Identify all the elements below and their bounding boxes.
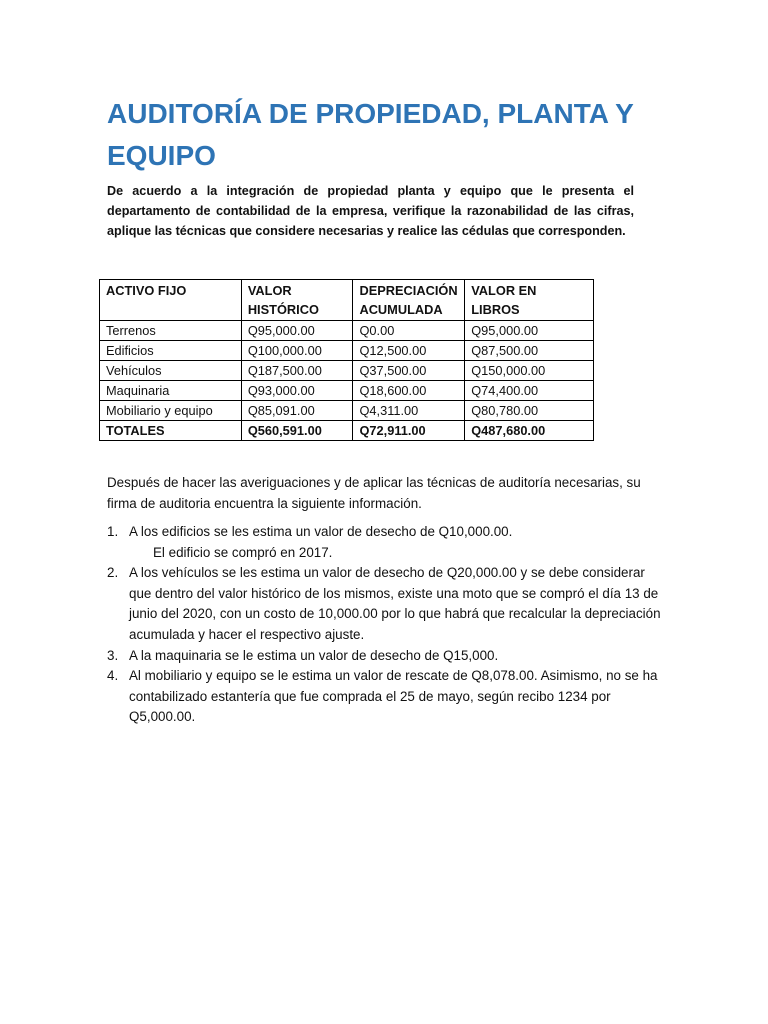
- table-header-row: [100, 280, 594, 321]
- list-item: [107, 522, 667, 563]
- cell-depreciation: Q37,500.00: [353, 361, 465, 381]
- findings-list: [107, 522, 667, 728]
- totals-label: TOTALES: [100, 421, 242, 441]
- fixed-assets-table: [99, 279, 594, 441]
- header-depreciacion-acumulada: DEPRECIACIÓN ACUMULADA: [353, 280, 465, 321]
- list-item-number: 2.: [107, 565, 119, 581]
- cell-historic-value: Q85,091.00: [241, 401, 353, 421]
- intro-paragraph: De acuerdo a la integración de propiedad planta y equipo que le presenta el departamento de contabilidad de la empresa, verifique la razonabilidad de las cifras, aplique las técnicas que considere necesarias y realice las cédulas que corresponden.: [107, 184, 634, 238]
- list-item-number: 4.: [107, 668, 119, 684]
- table-totals-row: [100, 421, 594, 441]
- cell-historic-value: Q100,000.00: [241, 341, 353, 361]
- cell-depreciation: Q4,311.00: [353, 401, 465, 421]
- list-item-text: A los edificios se les estima un valor de desecho de Q10,000.00.: [129, 524, 513, 539]
- cell-book-value: Q150,000.00: [465, 361, 594, 381]
- header-valor-historico: VALOR HISTÓRICO: [241, 280, 353, 321]
- list-item: [107, 646, 667, 667]
- cell-asset: Vehículos: [100, 361, 242, 381]
- cell-book-value: Q80,780.00: [465, 401, 594, 421]
- list-item-number: 3.: [107, 647, 119, 663]
- header-activo-fijo: ACTIVO FIJO: [100, 280, 242, 321]
- list-item-text: A la maquinaria se le estima un valor de desecho de Q15,000.: [129, 647, 499, 663]
- table-row: [100, 401, 594, 421]
- list-item-number: 1.: [107, 524, 119, 539]
- table-row: [100, 341, 594, 361]
- table-row: [100, 381, 594, 401]
- document-title: AUDITORÍA DE PROPIEDAD, PLANTA Y EQUIPO: [107, 98, 634, 171]
- table-row: [100, 361, 594, 381]
- list-item: [107, 666, 667, 728]
- list-item: [107, 563, 667, 645]
- cell-depreciation: Q0.00: [353, 321, 465, 341]
- cell-asset: Mobiliario y equipo: [100, 401, 242, 421]
- list-item-text: A los vehículos se les estima un valor de desecho de Q20,000.00 y se debe considerar que dentro del valor histórico de los mismos, existe una moto que se compró el día 13 de junio del 2020, con un costo de 10,000.00 por lo que habrá que recalcular la depreciación acumulada y hacer el respectivo ajuste.: [129, 565, 661, 642]
- cell-book-value: Q87,500.00: [465, 341, 594, 361]
- total-depreciation: Q72,911.00: [353, 421, 465, 441]
- total-historic-value: Q560,591.00: [241, 421, 353, 441]
- table-row: [100, 321, 594, 341]
- header-valor-en-libros: VALOR EN LIBROS: [465, 280, 594, 321]
- list-item-subline: El edificio se compró en 2017.: [153, 544, 333, 560]
- cell-historic-value: Q95,000.00: [241, 321, 353, 341]
- total-book-value: Q487,680.00: [465, 421, 594, 441]
- list-item-text: Al mobiliario y equipo se le estima un valor de rescate de Q8,078.00. Asimismo, no se ha contabilizado estantería que fue comprada el 25 de mayo, según recibo 1234 por Q5,000.00.: [129, 668, 658, 725]
- cell-depreciation: Q18,600.00: [353, 381, 465, 401]
- cell-book-value: Q95,000.00: [465, 321, 594, 341]
- cell-depreciation: Q12,500.00: [353, 341, 465, 361]
- cell-asset: Terrenos: [100, 321, 242, 341]
- cell-book-value: Q74,400.00: [465, 381, 594, 401]
- cell-asset: Edificios: [100, 341, 242, 361]
- cell-historic-value: Q93,000.00: [241, 381, 353, 401]
- cell-historic-value: Q187,500.00: [241, 361, 353, 381]
- cell-asset: Maquinaria: [100, 381, 242, 401]
- findings-intro-paragraph: Después de hacer las averiguaciones y de aplicar las técnicas de auditoría necesarias, su firma de auditoria encuentra la siguiente información.: [107, 475, 641, 511]
